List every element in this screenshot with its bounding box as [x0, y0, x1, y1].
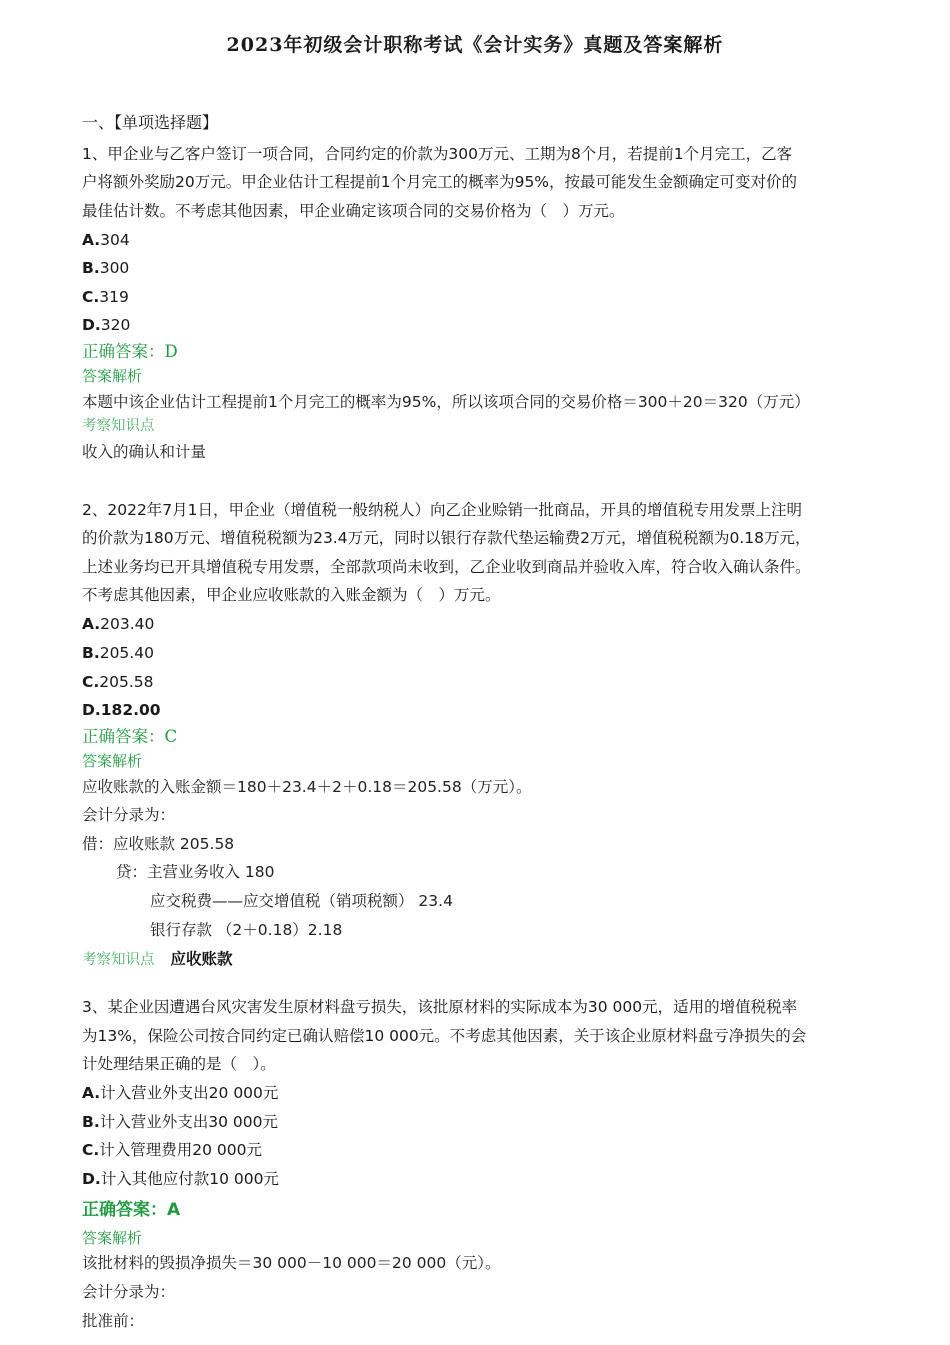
question-3-entry-label: 会计分录为： — [82, 1283, 176, 1301]
option-text: 205.58 — [99, 673, 154, 691]
option-text: 304 — [100, 231, 130, 249]
question-2-entry-credit: 银行存款 （2＋0.18）2.18 — [150, 921, 343, 939]
question-2-entry-credit: 贷：主营业务收入 180 — [116, 863, 275, 881]
option-text: 182.00 — [100, 701, 161, 719]
section-heading: 一、【单项选择题】 — [82, 113, 219, 132]
question-1-line: 户将额外奖励20万元。甲企业估计工程提前1个月完工的概率为95%，按最可能发生金额确定可变对价的 — [82, 173, 798, 191]
question-3-option-c — [82, 1140, 262, 1160]
question-1-knowledge-point: 收入的确认和计量 — [82, 443, 207, 461]
question-2-line: 上述业务均已开具增值税专用发票，全部款项尚未收到，乙企业收到商品并验收入库，符合收入确认条件。 — [82, 558, 811, 576]
question-3-analysis-text: 该批材料的毁损净损失＝30 000－10 000＝20 000（元）。 — [82, 1254, 501, 1272]
question-1-line: 1、甲企业与乙客户签订一项合同，合同约定的价款为300万元、工期为8个月，若提前1个月完工，乙客 — [82, 145, 793, 163]
option-letter: D. — [82, 1170, 101, 1188]
question-1-line: 最佳估计数。不考虑其他因素，甲企业确定该项合同的交易价格为（ ）万元。 — [82, 202, 625, 220]
question-3-analysis-label: 答案解析 — [82, 1229, 143, 1247]
question-2-option-b — [82, 643, 154, 663]
option-letter: A. — [82, 615, 101, 633]
question-1-correct-answer: 正确答案：D — [82, 342, 178, 361]
option-text: 计入营业外支出30 000元 — [99, 1113, 278, 1131]
question-2-entry-label: 会计分录为： — [82, 806, 176, 824]
option-letter: D. — [82, 316, 101, 334]
option-text: 计入其他应付款10 000元 — [100, 1170, 280, 1188]
question-2-correct-answer: 正确答案：C — [82, 727, 178, 746]
option-text: 计入管理费用20 000元 — [99, 1141, 263, 1159]
option-letter: C. — [82, 288, 100, 306]
question-1-option-a — [82, 230, 130, 250]
question-2-line: 的价款为180万元、增值税税额为23.4万元，同时以银行存款代垫运输费2万元，增值税税额为0.18万元， — [82, 529, 811, 547]
option-text: 320 — [100, 316, 131, 334]
question-3-option-d — [82, 1169, 279, 1189]
question-3-line: 3、某企业因遭遇台风灾害发生原材料盘亏损失，该批原材料的实际成本为30 000元，适用的增值税税率 — [82, 998, 798, 1016]
question-2-line: 2、2022年7月1日，甲企业（增值税一般纳税人）向乙企业赊销一批商品，开具的增值税专用发票上注明 — [82, 501, 803, 519]
document-title: 2023年初级会计职称考试《会计实务》真题及答案解析 — [226, 34, 724, 56]
option-letter: D. — [82, 701, 101, 719]
question-2-analysis-label: 答案解析 — [82, 752, 143, 770]
question-3-line: 计处理结果正确的是（ ）。 — [82, 1055, 276, 1073]
question-1-knowledge-point-label: 考察知识点 — [82, 418, 155, 434]
option-letter: C. — [82, 673, 100, 691]
option-text: 203.40 — [100, 615, 155, 633]
question-1-analysis-text: 本题中该企业估计工程提前1个月完工的概率为95%，所以该项合同的交易价格＝300＋20＝320（万元） — [82, 393, 810, 411]
question-2-knowledge-point-row — [82, 949, 233, 970]
question-3-correct-answer: 正确答案：A — [82, 1200, 181, 1220]
option-text: 319 — [99, 288, 129, 306]
question-2-option-c — [82, 672, 154, 692]
option-text: 300 — [99, 259, 130, 277]
option-letter: A. — [82, 231, 101, 249]
question-1-analysis-label: 答案解析 — [82, 367, 143, 385]
question-2-entry-credit: 应交税费——应交增值税（销项税额） 23.4 — [150, 892, 453, 910]
question-3-option-a — [82, 1083, 278, 1103]
question-2-knowledge-point-label: 考察知识点 — [82, 952, 155, 968]
question-1-option-b — [82, 258, 129, 278]
question-2-analysis-text: 应收账款的入账金额＝180＋23.4＋2＋0.18＝205.58（万元）。 — [82, 778, 532, 796]
option-text: 205.40 — [99, 644, 154, 662]
option-letter: B. — [82, 259, 100, 277]
question-3-option-b — [82, 1112, 278, 1132]
option-letter: B. — [82, 1113, 100, 1131]
question-2-knowledge-point: 应收账款 — [170, 950, 233, 968]
option-text: 计入营业外支出20 000元 — [100, 1084, 279, 1102]
question-2-line: 不考虑其他因素，甲企业应收账款的入账金额为（ ）万元。 — [82, 586, 501, 604]
question-3-before-approval: 批准前： — [82, 1312, 145, 1330]
question-2-option-d — [82, 700, 161, 720]
question-1-option-c — [82, 287, 129, 307]
question-2-entry-debit: 借：应收账款 205.58 — [82, 835, 235, 853]
question-3-line: 为13%，保险公司按合同约定已确认赔偿10 000元。不考虑其他因素，关于该企业原材料盘亏净损失的会 — [82, 1027, 807, 1045]
option-letter: B. — [82, 644, 100, 662]
option-letter: C. — [82, 1141, 100, 1159]
question-1-option-d — [82, 315, 130, 335]
question-2-option-a — [82, 614, 154, 634]
option-letter: A. — [82, 1084, 101, 1102]
